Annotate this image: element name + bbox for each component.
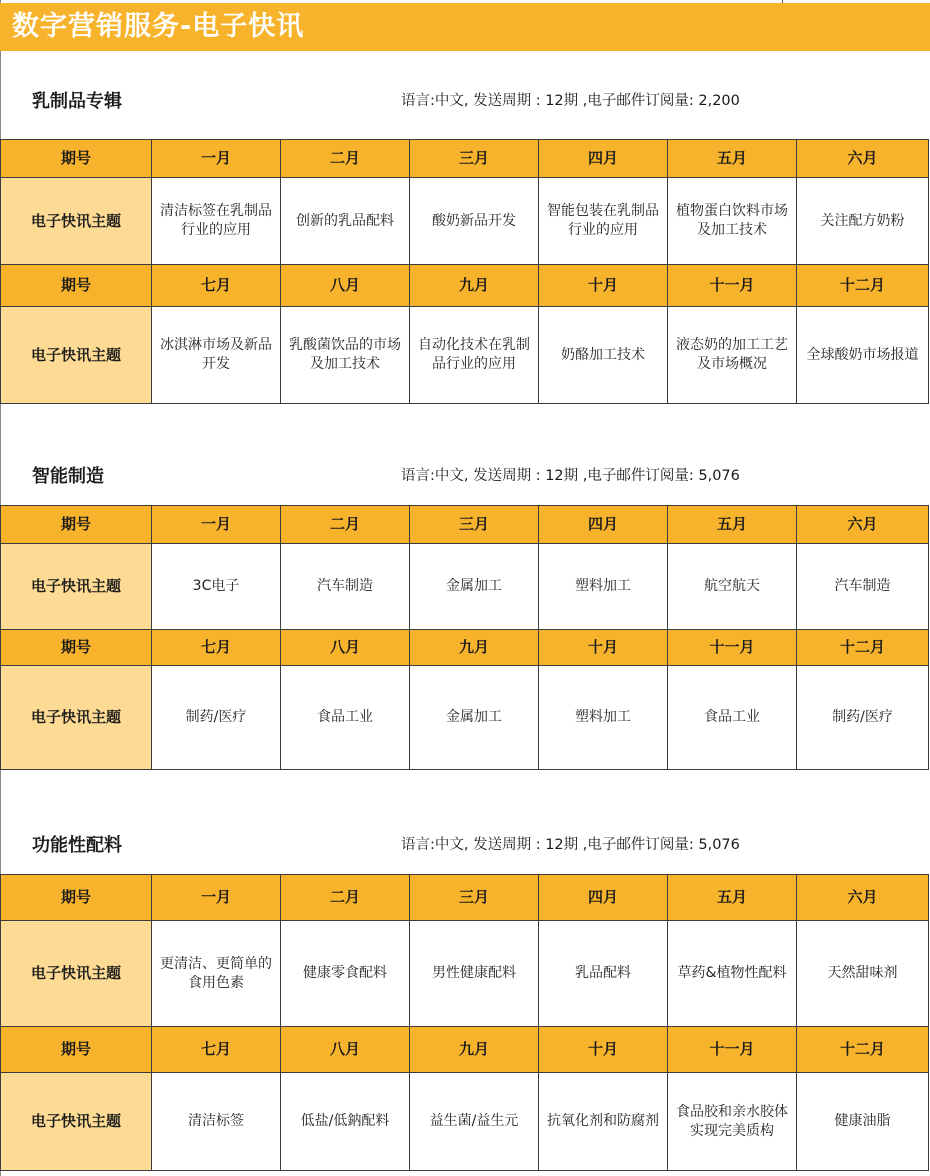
topic-cell: 金属加工 xyxy=(410,666,539,770)
month-header: 一月 xyxy=(152,140,281,178)
topic-row xyxy=(1,544,929,630)
header-row xyxy=(1,265,929,307)
month-header: 六月 xyxy=(797,506,929,544)
month-header: 十二月 xyxy=(797,630,929,666)
topic-cell: 创新的乳品配料 xyxy=(281,178,410,265)
topic-cell: 抗氧化剂和防腐剂 xyxy=(539,1073,668,1171)
month-header: 七月 xyxy=(152,1027,281,1073)
section-title: 智能制造 xyxy=(32,466,104,487)
month-header: 四月 xyxy=(539,140,668,178)
topic-cell: 自动化技术在乳制品行业的应用 xyxy=(410,307,539,404)
month-header: 五月 xyxy=(668,140,797,178)
topic-cell: 更清洁、更简单的食用色素 xyxy=(152,921,281,1027)
topic-cell: 食品胶和亲水胶体实现完美质构 xyxy=(668,1073,797,1171)
month-header: 三月 xyxy=(410,140,539,178)
month-header: 九月 xyxy=(410,265,539,307)
topic-cell: 塑料加工 xyxy=(539,666,668,770)
header-row xyxy=(1,630,929,666)
topic-cell: 智能包装在乳制品行业的应用 xyxy=(539,178,668,265)
topic-cell: 液态奶的加工工艺及市场概况 xyxy=(668,307,797,404)
schedule-table xyxy=(0,139,929,404)
topic-label: 电子快讯主题 xyxy=(1,544,152,630)
topic-cell: 男性健康配料 xyxy=(410,921,539,1027)
topic-cell: 汽车制造 xyxy=(281,544,410,630)
month-header: 八月 xyxy=(281,630,410,666)
section-dairy xyxy=(0,83,930,372)
header-row xyxy=(1,875,929,921)
month-header: 十月 xyxy=(539,1027,668,1073)
topic-cell: 奶酪加工技术 xyxy=(539,307,668,404)
section-title: 乳制品专辑 xyxy=(32,91,122,112)
topic-cell: 乳品配料 xyxy=(539,921,668,1027)
month-header: 十一月 xyxy=(668,630,797,666)
period-header: 期号 xyxy=(1,875,152,921)
topic-label: 电子快讯主题 xyxy=(1,921,152,1027)
header-row xyxy=(1,506,929,544)
topic-cell: 健康油脂 xyxy=(797,1073,929,1171)
topic-cell: 草药&植物性配料 xyxy=(668,921,797,1027)
topic-row xyxy=(1,666,929,770)
header-row xyxy=(1,1027,929,1073)
section-functional-ingredients xyxy=(0,827,930,1139)
topic-cell: 制药/医疗 xyxy=(797,666,929,770)
topic-cell: 清洁标签在乳制品行业的应用 xyxy=(152,178,281,265)
month-header: 八月 xyxy=(281,1027,410,1073)
period-header: 期号 xyxy=(1,1027,152,1073)
topic-cell: 酸奶新品开发 xyxy=(410,178,539,265)
period-header: 期号 xyxy=(1,140,152,178)
period-header: 期号 xyxy=(1,506,152,544)
topic-cell: 益生菌/益生元 xyxy=(410,1073,539,1171)
section-title: 功能性配料 xyxy=(32,835,122,856)
schedule-table xyxy=(0,505,929,770)
topic-cell: 天然甜味剂 xyxy=(797,921,929,1027)
topic-cell: 汽车制造 xyxy=(797,544,929,630)
topic-cell: 制药/医疗 xyxy=(152,666,281,770)
topic-cell: 3C电子 xyxy=(152,544,281,630)
topic-cell: 金属加工 xyxy=(410,544,539,630)
page-title: 数字营销服务-电子快讯 xyxy=(0,3,930,51)
topic-cell: 低盐/低鈉配料 xyxy=(281,1073,410,1171)
section-meta: 语言:中文, 发送周期 : 12期 ,电子邮件订阅量: 5,076 xyxy=(401,837,740,853)
topic-label: 电子快讯主题 xyxy=(1,666,152,770)
topic-label: 电子快讯主题 xyxy=(1,1073,152,1171)
section-meta: 语言:中文, 发送周期 : 12期 ,电子邮件订阅量: 2,200 xyxy=(401,93,740,109)
month-header: 十二月 xyxy=(797,265,929,307)
month-header: 五月 xyxy=(668,506,797,544)
month-header: 七月 xyxy=(152,265,281,307)
topic-cell: 健康零食配料 xyxy=(281,921,410,1027)
month-header: 八月 xyxy=(281,265,410,307)
month-header: 二月 xyxy=(281,506,410,544)
period-header: 期号 xyxy=(1,630,152,666)
month-header: 一月 xyxy=(152,875,281,921)
month-header: 二月 xyxy=(281,875,410,921)
month-header: 九月 xyxy=(410,1027,539,1073)
topic-cell: 全球酸奶市场报道 xyxy=(797,307,929,404)
topic-label: 电子快讯主题 xyxy=(1,307,152,404)
topic-cell: 冰淇淋市场及新品开发 xyxy=(152,307,281,404)
month-header: 十二月 xyxy=(797,1027,929,1073)
schedule-table xyxy=(0,874,929,1171)
period-header: 期号 xyxy=(1,265,152,307)
month-header: 六月 xyxy=(797,875,929,921)
month-header: 三月 xyxy=(410,506,539,544)
month-header: 十一月 xyxy=(668,1027,797,1073)
topic-cell: 塑料加工 xyxy=(539,544,668,630)
topic-cell: 清洁标签 xyxy=(152,1073,281,1171)
month-header: 四月 xyxy=(539,875,668,921)
section-smart-manufacturing xyxy=(0,458,930,726)
month-header: 四月 xyxy=(539,506,668,544)
topic-row xyxy=(1,1073,929,1171)
month-header: 十月 xyxy=(539,630,668,666)
section-meta: 语言:中文, 发送周期 : 12期 ,电子邮件订阅量: 5,076 xyxy=(401,468,740,484)
topic-cell: 植物蛋白饮料市场及加工技术 xyxy=(668,178,797,265)
month-header: 三月 xyxy=(410,875,539,921)
month-header: 十一月 xyxy=(668,265,797,307)
header-row xyxy=(1,140,929,178)
topic-cell: 航空航天 xyxy=(668,544,797,630)
topic-cell: 关注配方奶粉 xyxy=(797,178,929,265)
topic-label: 电子快讯主题 xyxy=(1,178,152,265)
topic-cell: 食品工业 xyxy=(668,666,797,770)
topic-row xyxy=(1,307,929,404)
month-header: 十月 xyxy=(539,265,668,307)
topic-row xyxy=(1,921,929,1027)
month-header: 六月 xyxy=(797,140,929,178)
month-header: 一月 xyxy=(152,506,281,544)
topic-cell: 食品工业 xyxy=(281,666,410,770)
month-header: 七月 xyxy=(152,630,281,666)
topic-cell: 乳酸菌饮品的市场及加工技术 xyxy=(281,307,410,404)
month-header: 五月 xyxy=(668,875,797,921)
topic-row xyxy=(1,178,929,265)
month-header: 二月 xyxy=(281,140,410,178)
month-header: 九月 xyxy=(410,630,539,666)
